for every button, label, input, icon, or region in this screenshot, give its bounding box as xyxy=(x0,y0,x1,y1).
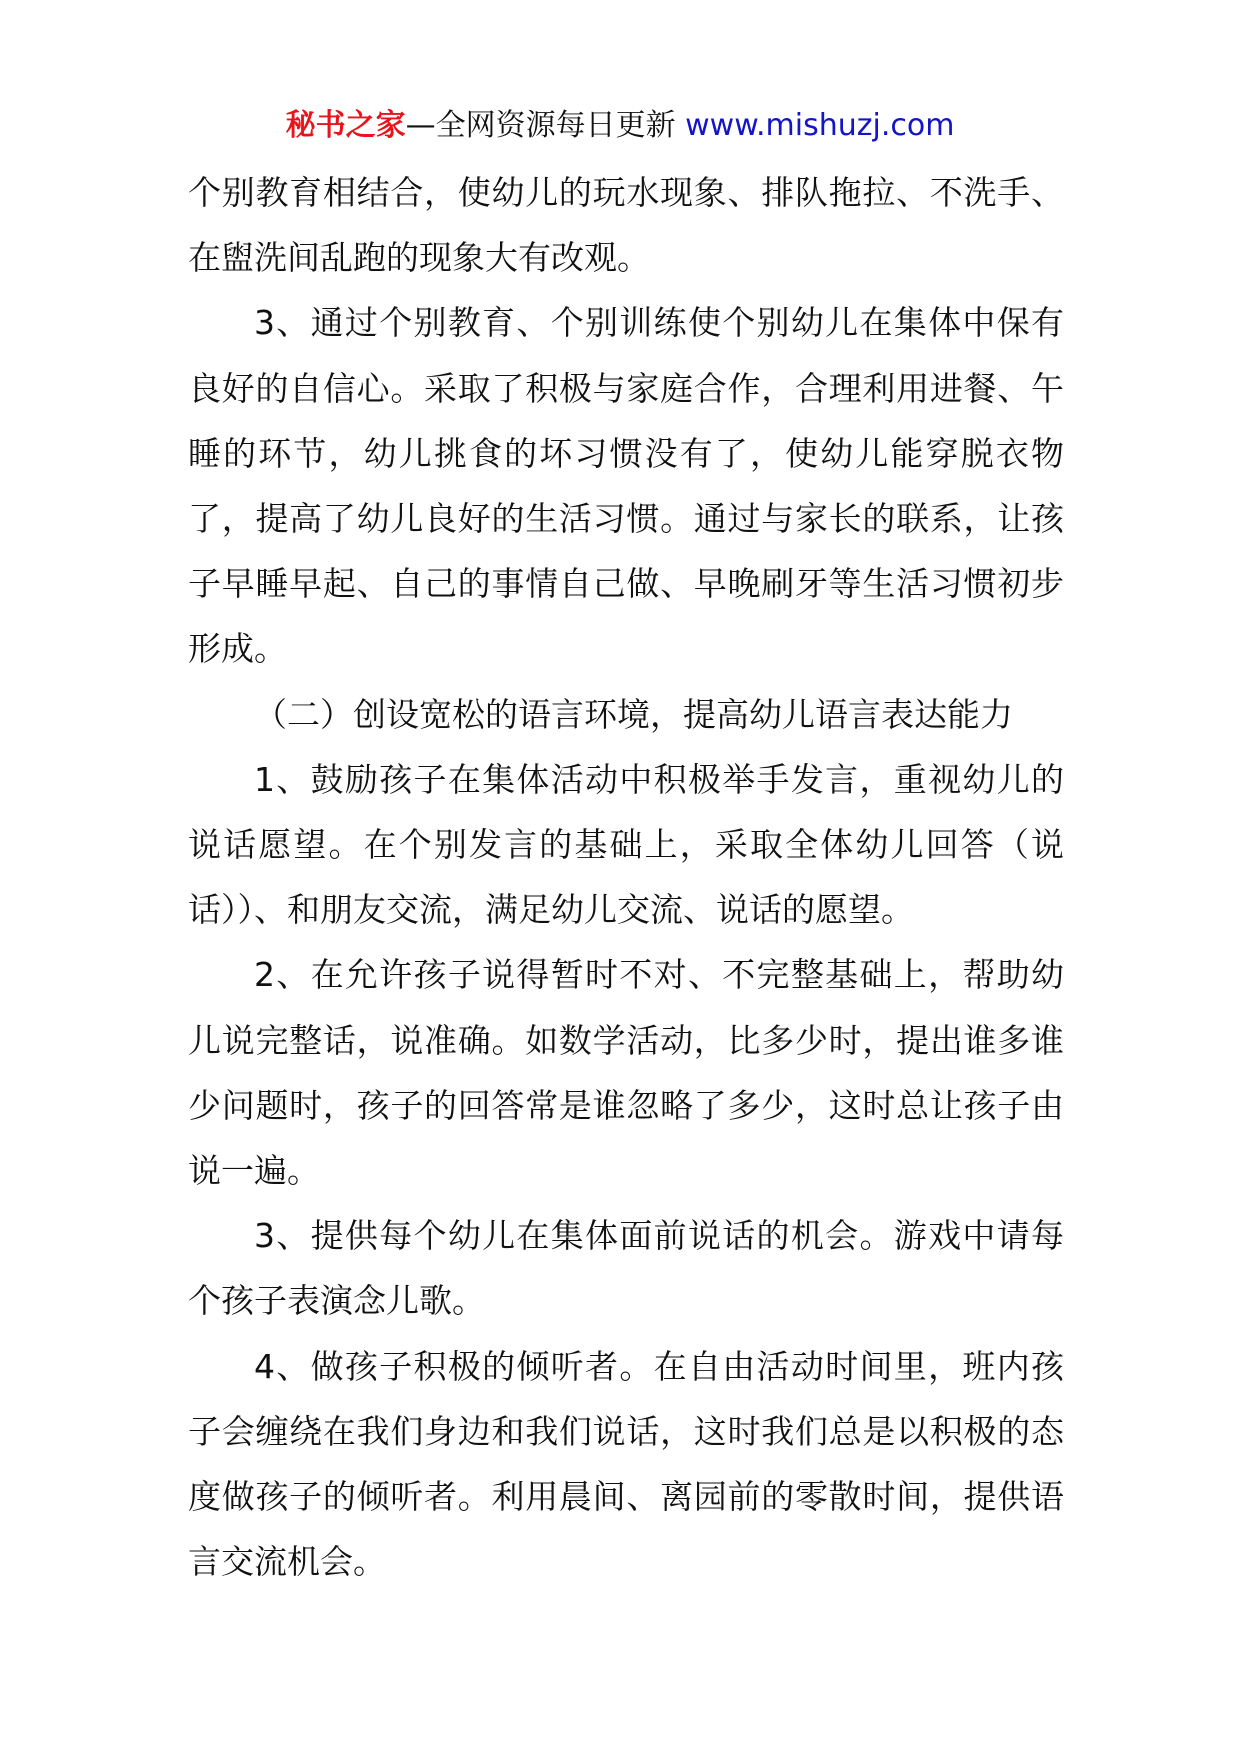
document-body xyxy=(188,160,1064,1594)
paragraph-item-3-confidence: 3、通过个别教育、个别训练使个别幼儿在集体中保有良好的自信心。采取了积极与家庭合作，合理利用进餐、午睡的环节，幼儿挑食的坏习惯没有了，使幼儿能穿脱衣物了，提高了幼儿良好的生活习惯。通过与家长的联系，让孩子早睡早起、自己的事情自己做、早晚刷牙等生活习惯初步形成。 xyxy=(188,303,1064,669)
site-url-link[interactable]: www.mishuzj.com xyxy=(685,108,955,143)
paragraph-item-2-complete-speech: 2、在允许孩子说得暂时不对、不完整基础上，帮助幼儿说完整话，说准确。如数学活动，比多少时，提出谁多谁少问题时，孩子的回答常是谁忽略了多少，这时总让孩子由说一遍。 xyxy=(188,955,1064,1191)
paragraph-continued: 个别教育相结合，使幼儿的玩水现象、排队拖拉、不洗手、在盥洗间乱跑的现象大有改观。 xyxy=(188,173,1064,278)
brand-name: 秘书之家 xyxy=(285,108,406,143)
paragraph-item-4-listener: 4、做孩子积极的倾听者。在自由活动时间里，班内孩子会缠绕在我们身边和我们说话，这时我们总是以积极的态度做孩子的倾听者。利用晨间、离园前的零散时间，提供语言交流机会。 xyxy=(188,1346,1064,1582)
header-tagline: —全网资源每日更新 xyxy=(405,108,676,143)
section-heading-language: （二）创设宽松的语言环境，提高幼儿语言表达能力 xyxy=(254,694,1013,734)
page-header xyxy=(0,102,1240,150)
paragraph-item-3-opportunity: 3、提供每个幼儿在集体面前说话的机会。游戏中请每个孩子表演念儿歌。 xyxy=(188,1216,1064,1321)
paragraph-item-1-encourage: 1、鼓励孩子在集体活动中积极举手发言，重视幼儿的说话愿望。在个别发言的基础上，采取全体幼儿回答（说话））、和朋友交流，满足幼儿交流、说话的愿望。 xyxy=(188,759,1064,930)
